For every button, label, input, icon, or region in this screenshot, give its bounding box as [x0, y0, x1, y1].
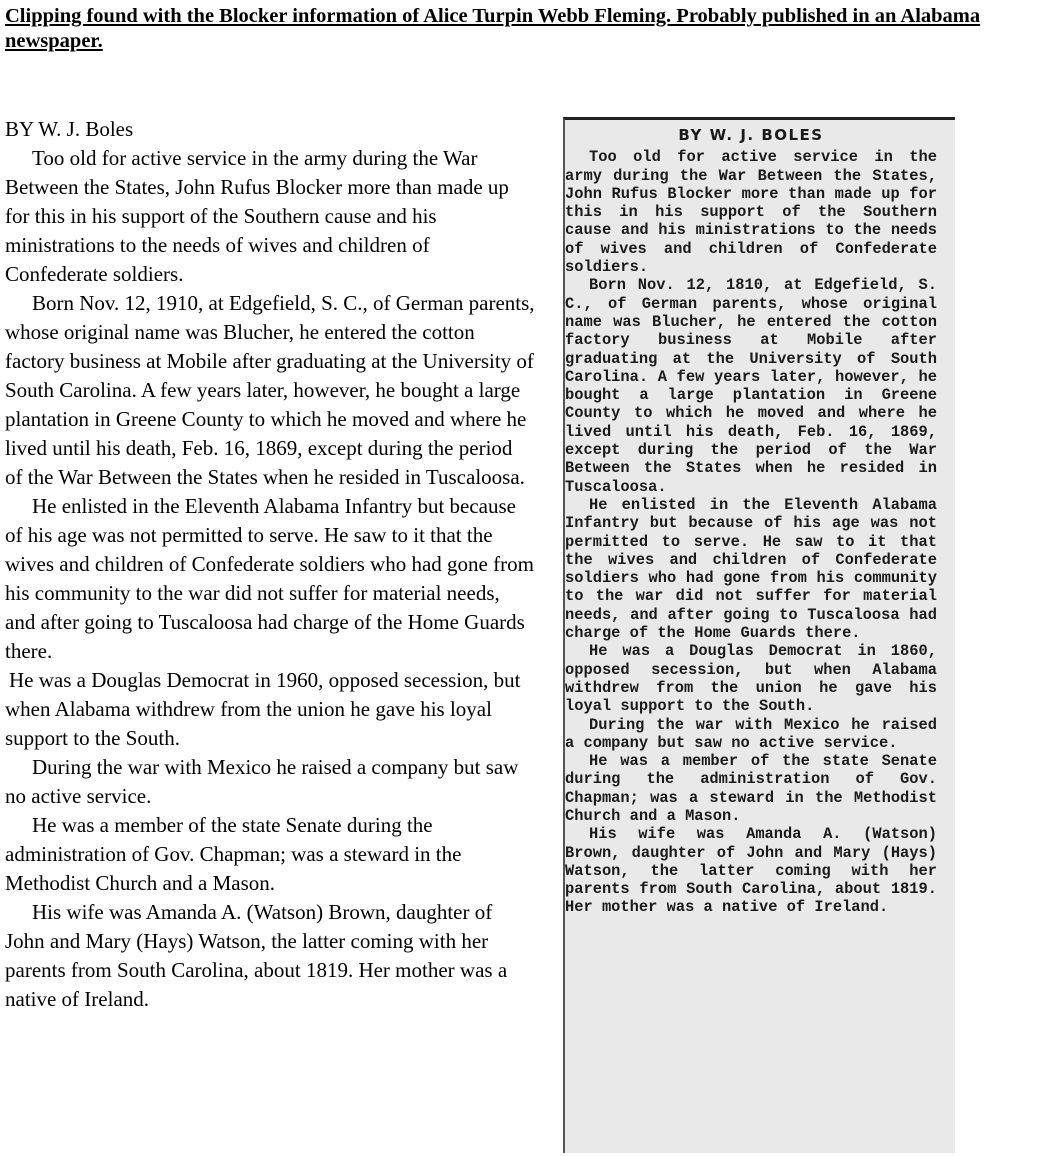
clipping-paragraph: During the war with Mexico he raised a company but saw no active service.	[565, 715, 937, 752]
transcript-paragraph: He was a member of the state Senate during the administration of Gov. Chapman; was a steward in the Methodist Church and a Mason.	[5, 813, 462, 895]
clipping-paragraph: He was a member of the state Senate during the administration of Gov. Chapman; was a steward in the Methodist Church and a Mason.	[565, 752, 937, 825]
transcript-byline: BY W. J. Boles	[5, 117, 134, 141]
clipping-paragraph: He enlisted in the Eleventh Alabama Infantry but because of his age was not permitted to serve. He saw to it that the wives and children of Confederate soldiers who had gone from his community to the war did not suffer for material needs, and after going to Tuscaloosa had charge of the Home Guards there.	[565, 495, 937, 643]
transcript-paragraph: He was a Douglas Democrat in 1960, opposed secession, but when Alabama withdrew from the union he gave his loyal support to the South.	[5, 668, 521, 750]
newspaper-clipping-text	[565, 126, 937, 917]
clipping-paragraph: Born Nov. 12, 1810, at Edgefield, S. C., of German parents, whose original name was Blucher, he entered the cotton factory business at Mobile after graduating at the University of South Carolina. A few years later, however, he bought a large plantation in Greene County to which he moved and where he lived until his death, Feb. 16, 1869, except during the period of the War Between the States when he resided in Tuscaloosa.	[565, 276, 937, 496]
page-heading: Clipping found with the Blocker information of Alice Turpin Webb Fleming. Probably published in an Alabama newspaper.	[5, 5, 981, 52]
clipping-byline: BY W. J. BOLES	[678, 126, 824, 144]
clipping-paragraph: Too old for active service in the army during the War Between the States, John Rufus Blocker more than made up for this in his support of the Southern cause and his ministrations to the needs of wives and children of Confederate soldiers.	[565, 148, 937, 277]
transcription-column	[5, 115, 535, 1014]
transcript-paragraph: Born Nov. 12, 1910, at Edgefield, S. C., of German parents, whose original name was Blucher, he entered the cotton factory business at Mobile after graduating at the University of South Carolina. A few years later, however, he bought a large plantation in Greene County to which he moved and where he lived until his death, Feb. 16, 1869, except during the period of the War Between the States when he resided in Tuscaloosa.	[5, 291, 535, 489]
transcript-paragraph: His wife was Amanda A. (Watson) Brown, daughter of John and Mary (Hays) Watson, the latter coming with her parents from South Carolina, about 1819. Her mother was a native of Ireland.	[5, 900, 508, 1011]
clipping-paragraph: His wife was Amanda A. (Watson) Brown, daughter of John and Mary (Hays) Watson, the latter coming with her parents from South Carolina, about 1819. Her mother was a native of Ireland.	[565, 825, 937, 917]
transcript-paragraph: Too old for active service in the army during the War Between the States, John Rufus Blocker more than made up for this in his support of the Southern cause and his ministrations to the needs of wives and children of Confederate soldiers.	[5, 146, 509, 286]
transcript-paragraph: He enlisted in the Eleventh Alabama Infantry but because of his age was not permitted to serve. He saw to it that the wives and children of Confederate soldiers who had gone from his community to the war did not suffer for material needs, and after going to Tuscaloosa had charge of the Home Guards there.	[5, 494, 534, 663]
transcript-paragraph: During the war with Mexico he raised a company but saw no active service.	[5, 755, 519, 808]
clipping-paragraph: He was a Douglas Democrat in 1860, opposed secession, but when Alabama withdrew from the union he gave his loyal support to the South.	[565, 642, 937, 716]
